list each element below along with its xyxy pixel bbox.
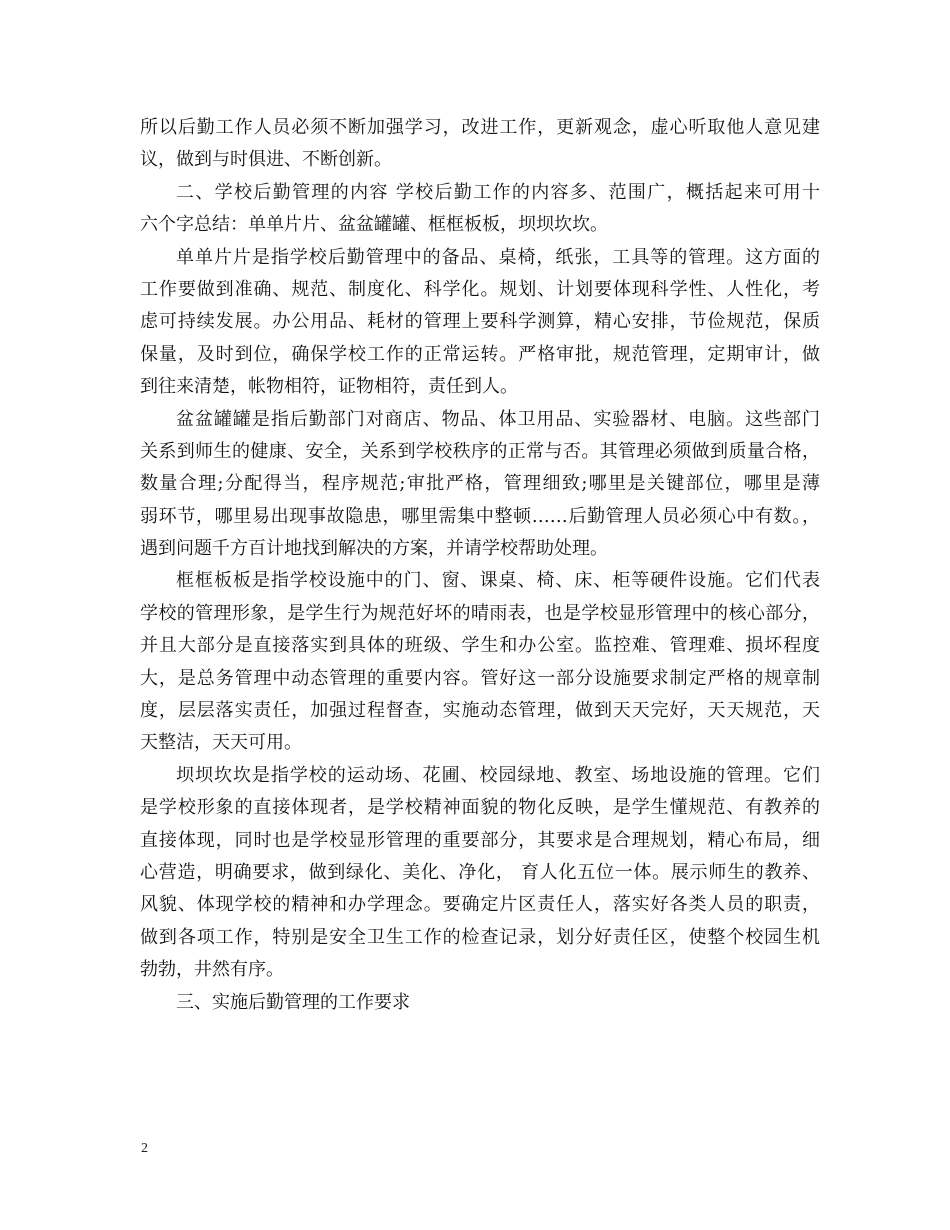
text-line: 数量合理;分配得当，程序规范;审批严格，管理细致;哪里是关键部位，哪里是薄 xyxy=(140,473,820,495)
text-line: 二、学校后勤管理的内容 学校后勤工作的内容多、范围广，概括起来可用十 xyxy=(176,181,820,203)
text-line: 坝坝坎坎是指学校的运动场、花圃、校园绿地、教室、场地设施的管理。它们 xyxy=(176,764,820,786)
document-body xyxy=(140,112,820,1019)
text-line: 框框板板是指学校设施中的门、窗、课桌、椅、床、柜等硬件设施。它们代表 xyxy=(176,570,820,592)
text-line: 大，是总务管理中动态管理的重要内容。管好这一部分设施要求制定严格的规章制 xyxy=(140,667,820,689)
text-line: 所以后勤工作人员必须不断加强学习，改进工作，更新观念，虚心听取他人意见建 xyxy=(140,117,820,138)
text-line: 弱环节，哪里易出现事故隐患，哪里需集中整顿……后勤管理人员必须心中有数。， xyxy=(140,505,820,527)
text-line: 并且大部分是直接落实到具体的班级、学生和办公室。监控难、管理难、损坏程度 xyxy=(140,635,820,657)
text-line: 直接体现，同时也是学校显形管理的重要部分，其要求是合理规划，精心布局，细 xyxy=(140,829,820,851)
page-number: 2 xyxy=(141,1141,148,1156)
text-line: 关系到师生的健康、安全，关系到学校秩序的正常与否。其管理必须做到质量合格， xyxy=(140,440,820,462)
text-line: 做到各项工作，特别是安全卫生工作的检查记录，划分好责任区，使整个校园生机 xyxy=(140,926,820,948)
text-line: 风貌、体现学校的精神和办学理念。要确定片区责任人，落实好各类人员的职责， xyxy=(140,894,820,916)
text-line: 单单片片是指学校后勤管理中的备品、桌椅，纸张，工具等的管理。这方面的 xyxy=(176,246,820,268)
text-line: 工作要做到准确、规范、制度化、科学化。规划、计划要体现科学性、人性化，考 xyxy=(140,278,820,300)
text-line: 勃勃，井然有序。 xyxy=(140,959,284,981)
text-line: 虑可持续发展。办公用品、耗材的管理上要科学测算，精心安排，节俭规范，保质 xyxy=(140,311,820,333)
text-line: 议，做到与时俱进、不断创新。 xyxy=(140,149,392,171)
text-line: 是学校形象的直接体现者，是学校精神面貌的物化反映，是学生懂规范、有教养的 xyxy=(140,797,820,819)
text-line: 保量，及时到位，确保学校工作的正常运转。严格审批，规范管理，定期审计，做 xyxy=(140,343,820,365)
text-line: 六个字总结：单单片片、盆盆罐罐、框框板板，坝坝坎坎。 xyxy=(140,214,608,236)
text-line: 三、实施后勤管理的工作要求 xyxy=(176,991,410,1013)
text-line: 天整洁，天天可用。 xyxy=(140,732,302,754)
text-line: 盆盆罐罐是指后勤部门对商店、物品、体卫用品、实验器材、电脑。这些部门 xyxy=(176,408,820,430)
text-line: 到往来清楚，帐物相符，证物相符，责任到人。 xyxy=(140,376,518,398)
text-line: 遇到问题千方百计地找到解决的方案，并请学校帮助处理。 xyxy=(140,538,608,560)
text-line: 学校的管理形象，是学生行为规范好坏的晴雨表，也是学校显形管理中的核心部分， xyxy=(140,602,820,624)
text-line: 心营造，明确要求，做到绿化、美化、净化， 育人化五位一体。展示师生的教养、 xyxy=(140,861,820,883)
text-line: 度，层层落实责任，加强过程督查，实施动态管理，做到天天完好，天天规范，天 xyxy=(140,700,820,722)
